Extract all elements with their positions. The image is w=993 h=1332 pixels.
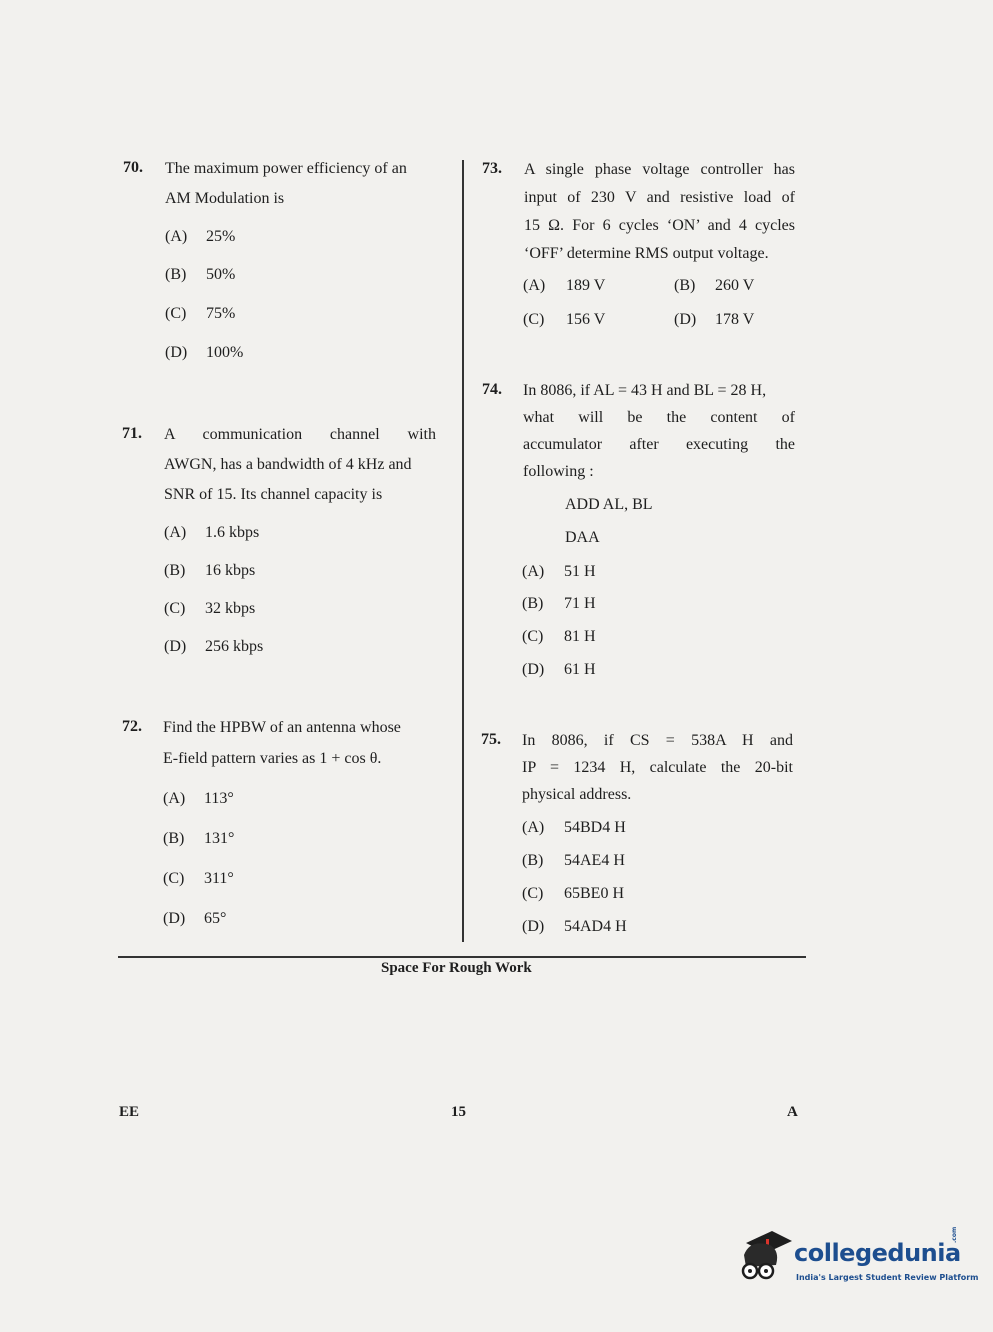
question-text-line: AM Modulation is — [165, 190, 285, 207]
question-text-line: ‘OFF’ determine RMS output voltage. — [524, 245, 769, 262]
option-label: (D) — [164, 638, 187, 655]
question-number: 70. — [123, 159, 143, 176]
option-text: 131° — [204, 830, 235, 847]
question-text-line: E-field pattern varies as 1 + cos θ. — [163, 750, 382, 767]
option-label: (D) — [165, 344, 188, 361]
option-text: 54AE4 H — [564, 852, 625, 869]
option-text: 71 H — [564, 595, 596, 612]
option-label: (C) — [165, 305, 187, 322]
question-text-line: 15 Ω. For 6 cycles ‘ON’ and 4 cycles — [524, 217, 795, 234]
option-text: 311° — [204, 870, 234, 887]
option-label: (D) — [674, 311, 697, 328]
option-text: 75% — [206, 305, 236, 322]
option-label: (B) — [522, 852, 544, 869]
option-label: (B) — [163, 830, 185, 847]
column-divider — [462, 160, 464, 942]
option-text: 256 kbps — [205, 638, 264, 655]
option-text: 54BD4 H — [564, 819, 626, 836]
question-text-line: input of 230 V and resistive load of — [524, 189, 795, 206]
question-number: 71. — [122, 425, 142, 442]
mascot-icon — [736, 1225, 794, 1283]
option-text: 260 V — [715, 277, 755, 294]
footer-subject-code: EE — [119, 1104, 140, 1120]
question-text-line: The maximum power efficiency of an — [165, 160, 407, 177]
option-text: 16 kbps — [205, 562, 256, 579]
option-text: 1.6 kbps — [205, 524, 260, 541]
question-text-line: In 8086, if CS = 538A H and — [522, 732, 793, 749]
question-text-line: In 8086, if AL = 43 H and BL = 28 H, — [523, 382, 767, 399]
question-text-line: SNR of 15. Its channel capacity is — [164, 486, 383, 503]
option-text: 32 kbps — [205, 600, 256, 617]
option-label: (C) — [163, 870, 185, 887]
option-text: 156 V — [566, 311, 606, 328]
option-label: (C) — [522, 885, 544, 902]
option-text: 50% — [206, 266, 236, 283]
question-number: 75. — [481, 731, 501, 748]
logo-wordmark: collegedunia — [794, 1239, 961, 1267]
option-text: 113° — [204, 790, 234, 807]
option-text: 54AD4 H — [564, 918, 627, 935]
option-text: 61 H — [564, 661, 596, 678]
option-text: 51 H — [564, 563, 596, 580]
question-number: 73. — [482, 160, 502, 177]
rough-work-divider — [118, 956, 806, 958]
option-label: (A) — [165, 228, 188, 245]
option-label: (D) — [522, 661, 545, 678]
option-label: (B) — [165, 266, 187, 283]
collegedunia-logo — [736, 1225, 979, 1287]
option-label: (A) — [522, 563, 545, 580]
question-text-line: A single phase voltage controller has — [524, 161, 795, 178]
question-text-line: what will be the content of — [523, 409, 795, 426]
option-text: 100% — [206, 344, 244, 361]
option-text: 189 V — [566, 277, 606, 294]
code-line: ADD AL, BL — [565, 496, 653, 513]
option-label: (C) — [522, 628, 544, 645]
option-label: (C) — [164, 600, 186, 617]
option-text: 65BE0 H — [564, 885, 624, 902]
question-number: 74. — [482, 381, 502, 398]
footer-booklet-series: A — [787, 1104, 798, 1120]
question-text-line: following : — [523, 463, 594, 480]
question-text-line: physical address. — [522, 786, 632, 803]
option-label: (B) — [522, 595, 544, 612]
option-text: 178 V — [715, 311, 755, 328]
option-label: (A) — [164, 524, 187, 541]
option-text: 65° — [204, 910, 227, 927]
question-number: 72. — [122, 718, 142, 735]
option-label: (A) — [163, 790, 186, 807]
question-text-line: A communication channel with — [164, 426, 436, 443]
option-label: (C) — [523, 311, 545, 328]
option-label: (B) — [164, 562, 186, 579]
option-label: (B) — [674, 277, 696, 294]
option-label: (A) — [522, 819, 545, 836]
option-label: (D) — [522, 918, 545, 935]
footer-page-number: 15 — [451, 1104, 466, 1120]
logo-suffix: .com — [951, 1226, 958, 1243]
option-label: (D) — [163, 910, 186, 927]
question-text-line: accumulator after executing the — [523, 436, 795, 453]
option-text: 25% — [206, 228, 236, 245]
question-text-line: Find the HPBW of an antenna whose — [163, 719, 401, 736]
question-text-line: AWGN, has a bandwidth of 4 kHz and — [164, 456, 412, 473]
rough-work-label: Space For Rough Work — [381, 960, 532, 976]
logo-tagline: India's Largest Student Review Platform — [796, 1273, 979, 1282]
option-text: 81 H — [564, 628, 596, 645]
code-line: DAA — [565, 529, 600, 546]
option-label: (A) — [523, 277, 546, 294]
question-text-line: IP = 1234 H, calculate the 20-bit — [522, 759, 793, 776]
